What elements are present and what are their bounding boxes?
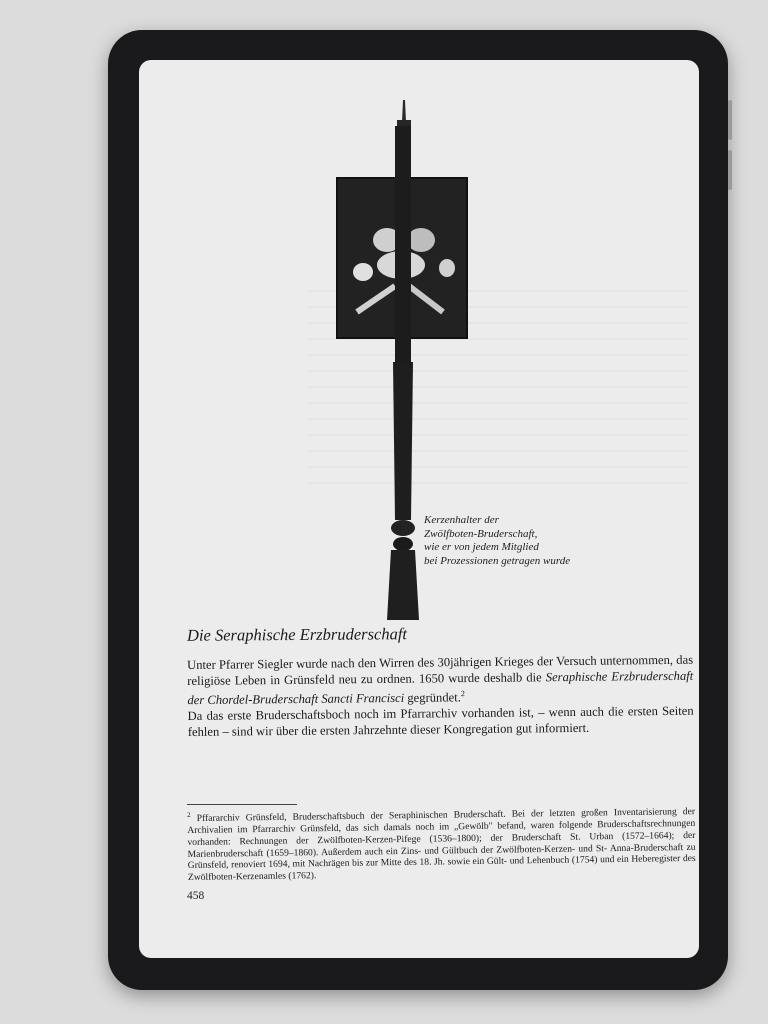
- figure-caption: [424, 514, 570, 568]
- caption-line: Zwölfboten-Bruderschaft,: [424, 527, 538, 540]
- paragraph-1: [187, 652, 694, 708]
- section-heading: Die Seraphische Erzbruderschaft: [186, 624, 408, 645]
- paragraph-1-start: Unter Pfarrer Siegler wurde nach den Wirren des 30jährigen Krieges der Versuch unternommen, das religiöse Leben in Grünsfeld neu zu ordnen. 1650 wurde deshalb die: [187, 652, 694, 688]
- paragraph-1-italic: Seraphische Erzbruderschaft der Chordel-Bruderschaft Sancti Francisci: [187, 668, 694, 708]
- footnote: [187, 803, 696, 884]
- tablet-frame: [108, 30, 728, 990]
- paragraph-2: Da das erste Bruderschaftsboch noch im Pfarrarchiv vorhanden ist, – wenn auch die ersten Seiten fehlen – sind wir über die ersten Jahrzehnte dieser Kongregation gut informiert.: [187, 703, 694, 740]
- caption-line: bei Prozessionen getragen wurde: [424, 554, 571, 567]
- footnote-number: 2: [187, 810, 191, 819]
- footnote-reference[interactable]: 2: [460, 689, 465, 699]
- footnote-divider: [187, 804, 297, 805]
- footnote-text: Pffararchiv Grünsfeld, Bruderschaftsbuch der Seraphinischen Bruderschaft. Bei der letzten großen Inventarisierung der Archivalien im Pfarrarchiv Grünsfeld, das sich damals noch im „Gewölb" befand, waren folgende Bruderschaftsrechnungen vorhanden: Rechnungen der Zwölfboten-Kerzen-Pifege (1536–1800); der Bruderschaft St. Urban (1572–1664); der Marienbruderschaft (1659–1860). Außerdem auch ein Zins- und Gültbuch der Zwölfboten-Kerzen- und St- Anna-Bruderschaft zu Grünsfeld, renoviert 1694, mit Nachrägen bis zur Mitte des 18. Jh. sowie ein Gült- und Lehenbuch (1754) und ein Heberegister des Zwölfboten-Kerzenamles (1762).: [187, 806, 696, 884]
- caption-line: Kerzenhalter der: [424, 514, 499, 526]
- book-page-screen[interactable]: [139, 60, 699, 958]
- caption-line: wie er von jedem Mitglied: [424, 541, 539, 553]
- body-text: [187, 652, 694, 740]
- page-number: 458: [187, 890, 205, 902]
- tablet-volume-button-2: [728, 150, 732, 190]
- tablet-volume-button: [728, 100, 732, 140]
- paragraph-1-end: gegründet.: [404, 690, 461, 705]
